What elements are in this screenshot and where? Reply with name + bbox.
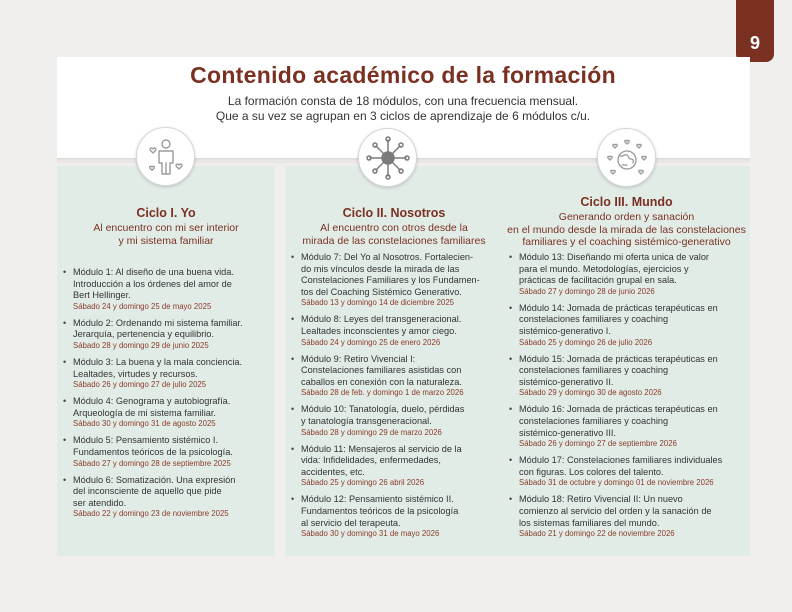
module-text-line: • Módulo 5: Pensamiento sistémico I.	[73, 435, 219, 446]
module-item	[509, 252, 746, 297]
cycle-desc-line: Generando orden y sanación	[558, 211, 695, 223]
module-text-line: • Módulo 1: Al diseño de una buena vida.	[73, 267, 234, 277]
module-text-line: sistémico-generativo II.	[519, 376, 614, 387]
module-text-line: • Módulo 18: Retiro Vivencial II: Un nuevo	[519, 494, 683, 505]
module-item	[291, 494, 499, 539]
cycle-description	[503, 211, 750, 249]
module-text-line: Constelaciones familiares asistidas con	[301, 365, 462, 376]
module-date: Sábado 28 y domingo 29 de marzo 2026	[301, 427, 442, 437]
module-item	[63, 267, 271, 312]
module-list	[291, 252, 499, 545]
module-text-line: caballos en conexión con la naturaleza.	[301, 376, 462, 387]
module-item	[509, 494, 746, 539]
module-text-line: tos del Coaching Sistémico Generativo.	[301, 286, 462, 297]
subtitle-line: Que a su vez se agrupan en 3 ciclos de aprendizaje de 6 módulos c/u.	[215, 109, 591, 123]
module-item	[63, 435, 271, 468]
module-text-line: al servicio del terapeuta.	[301, 517, 401, 528]
module-text-line: Arqueología de mi sistema familiar.	[73, 407, 216, 418]
module-text-line: sistémico-generativo I.	[519, 325, 611, 336]
globe-hearts-icon	[597, 128, 656, 187]
module-date: Sábado 25 y domingo 26 de julio 2026	[519, 337, 653, 347]
module-text-line: constelaciones familiares y coaching	[519, 314, 669, 325]
module-date: Sábado 28 de feb. y domingo 1 de marzo 2026	[301, 388, 464, 398]
cycle-desc-line: Al encuentro con mi ser interior	[93, 222, 239, 234]
module-text-line: constelaciones familiares y coaching	[519, 415, 669, 426]
module-text-line: • Módulo 10: Tanatología, duelo, pérdidas	[301, 404, 465, 415]
cycle-column-1	[57, 166, 275, 556]
cycle-column-3	[503, 166, 750, 556]
module-text-line: • Módulo 8: Leyes del transgeneracional.	[301, 314, 462, 325]
module-text-line: • Módulo 3: La buena y la mala conciencia.	[73, 356, 243, 367]
module-text-line: Bert Hellinger.	[73, 290, 131, 301]
cycle-header	[57, 206, 275, 247]
cycle-desc-line: mirada de las constelaciones familiares	[302, 234, 486, 247]
connected-hands-icon	[358, 128, 417, 187]
module-item	[63, 475, 271, 520]
cycle-title: Ciclo III. Mundo	[580, 195, 673, 209]
module-date: Sábado 25 y domingo 26 abril 2026	[301, 478, 425, 488]
module-text-line: Lealtades inconscientes y amor ciego.	[301, 325, 457, 336]
module-item	[509, 455, 746, 488]
module-date: Sábado 31 de octubre y domingo 01 de noviembre 2026	[519, 478, 714, 488]
page-number-tab	[736, 0, 774, 62]
module-item	[63, 357, 271, 390]
module-text-line: Lealtades, virtudes y recursos.	[73, 368, 198, 379]
cycle-desc-line: familiares y el coaching sistémico-generativo	[522, 236, 731, 248]
module-text-line: y tanatología transgeneracional.	[301, 415, 432, 426]
module-list	[63, 267, 271, 525]
module-date: Sábado 27 y domingo 28 de septiembre 2025	[73, 458, 231, 468]
cycle-desc-line: Al encuentro con otros desde la	[320, 222, 468, 234]
subtitle-line: La formación consta de 18 módulos, con una frecuencia mensual.	[227, 94, 579, 108]
module-date: Sábado 26 y domingo 27 de septiembre 2026	[519, 439, 677, 449]
module-item	[509, 404, 746, 449]
module-date: Sábado 24 y domingo 25 de mayo 2025	[73, 301, 212, 311]
module-item	[291, 404, 499, 437]
module-item	[63, 318, 271, 351]
cycle-title: Ciclo I. Yo	[136, 206, 196, 220]
cycle-desc-line: en el mundo desde la mirada de las constelaciones	[507, 223, 746, 236]
module-text-line: • Módulo 16: Jornada de prácticas terapéuticas en	[519, 404, 718, 415]
module-item	[509, 354, 746, 399]
cycle-column-2	[285, 166, 503, 556]
module-text-line: para el mundo. Metodologías, ejercicios y	[519, 263, 689, 274]
module-item	[509, 303, 746, 348]
module-date: Sábado 24 y domingo 25 de enero 2026	[301, 337, 441, 347]
cycle-description	[285, 222, 503, 247]
module-text-line: • Módulo 15: Jornada de prácticas terapéuticas en	[519, 353, 718, 364]
module-text-line: • Módulo 4: Genograma y autobiografía.	[73, 396, 231, 407]
cycle-header	[503, 195, 750, 249]
module-item	[291, 444, 499, 489]
cycle-desc-line: y mi sistema familiar	[118, 234, 214, 247]
page-number: 9	[749, 33, 760, 53]
module-text-line: Introducción a los órdenes del amor de	[73, 278, 232, 289]
module-date: Sábado 28 y domingo 29 de junio 2025	[73, 340, 209, 350]
module-date: Sábado 22 y domingo 23 de noviembre 2025	[73, 509, 229, 519]
module-text-line: prácticas de facilitación grupal en sala.	[519, 275, 677, 286]
module-item	[291, 252, 499, 308]
module-date: Sábado 27 y domingo 28 de junio 2026	[519, 286, 655, 296]
cycle-header	[285, 206, 503, 247]
module-text-line: • Módulo 12: Pensamiento sistémico II.	[301, 494, 454, 505]
module-date: Sábado 30 y domingo 31 de mayo 2026	[301, 529, 440, 539]
module-text-line: del inconsciente de aquello que pide	[73, 486, 222, 497]
module-text-line: • Módulo 13: Diseñando mi oferta unica de valor	[519, 252, 709, 262]
module-text-line: con figuras. Los colores del talento.	[519, 466, 664, 477]
module-text-line: Jerarquía, pertenencia y equilibrio.	[73, 329, 214, 340]
module-text-line: Fundamentos teóricos de la psicología	[301, 505, 459, 516]
page-subtitle	[0, 94, 792, 124]
module-item	[291, 354, 499, 399]
module-text-line: • Módulo 7: Del Yo al Nosotros. Fortalecien-	[301, 252, 474, 262]
module-date: Sábado 29 y domingo 30 de agosto 2026	[519, 388, 662, 398]
module-item	[63, 396, 271, 429]
cycle-description	[57, 222, 275, 247]
module-text-line: sistémico-generativo III.	[519, 427, 617, 438]
module-date: Sábado 13 y domingo 14 de diciembre 2025	[301, 298, 455, 308]
person-hearts-icon	[136, 127, 195, 186]
module-text-line: ser atendido.	[73, 497, 127, 508]
module-text-line: • Módulo 6: Somatización. Una expresión	[73, 474, 236, 485]
page-title: Contenido académico de la formación	[190, 62, 616, 88]
module-text-line: • Módulo 2: Ordenando mi sistema familiar.	[73, 317, 243, 328]
module-text-line: Constelaciones Familiares y los Fundamen-	[301, 275, 480, 286]
module-text-line: • Módulo 9: Retiro Vivencial I:	[301, 353, 416, 364]
module-text-line: Fundamentos teóricos de la psicología.	[73, 446, 233, 457]
module-text-line: • Módulo 17: Constelaciones familiares individuales	[519, 455, 723, 466]
module-date: Sábado 26 y domingo 27 de julio 2025	[73, 380, 207, 390]
module-text-line: • Módulo 14: Jornada de prácticas terapéuticas en	[519, 302, 718, 313]
module-text-line: • Módulo 11: Mensajeros al servicio de la	[301, 443, 462, 454]
module-text-line: constelaciones familiares y coaching	[519, 365, 669, 376]
module-text-line: comienzo al servicio del orden y la sanación de	[519, 505, 712, 516]
module-list	[509, 252, 746, 545]
module-item	[291, 314, 499, 347]
module-text-line: vida: Infidelidades, enfermedades,	[301, 455, 441, 466]
cycle-title: Ciclo II. Nosotros	[342, 206, 446, 220]
module-date: Sábado 21 y domingo 22 de noviembre 2026	[519, 529, 675, 539]
module-date: Sábado 30 y domingo 31 de agosto 2025	[73, 419, 216, 429]
module-text-line: accidentes, etc.	[301, 466, 365, 477]
module-text-line: do mis vínculos desde la mirada de las	[301, 263, 460, 274]
module-text-line: los sistemas familiares del mundo.	[519, 517, 660, 528]
